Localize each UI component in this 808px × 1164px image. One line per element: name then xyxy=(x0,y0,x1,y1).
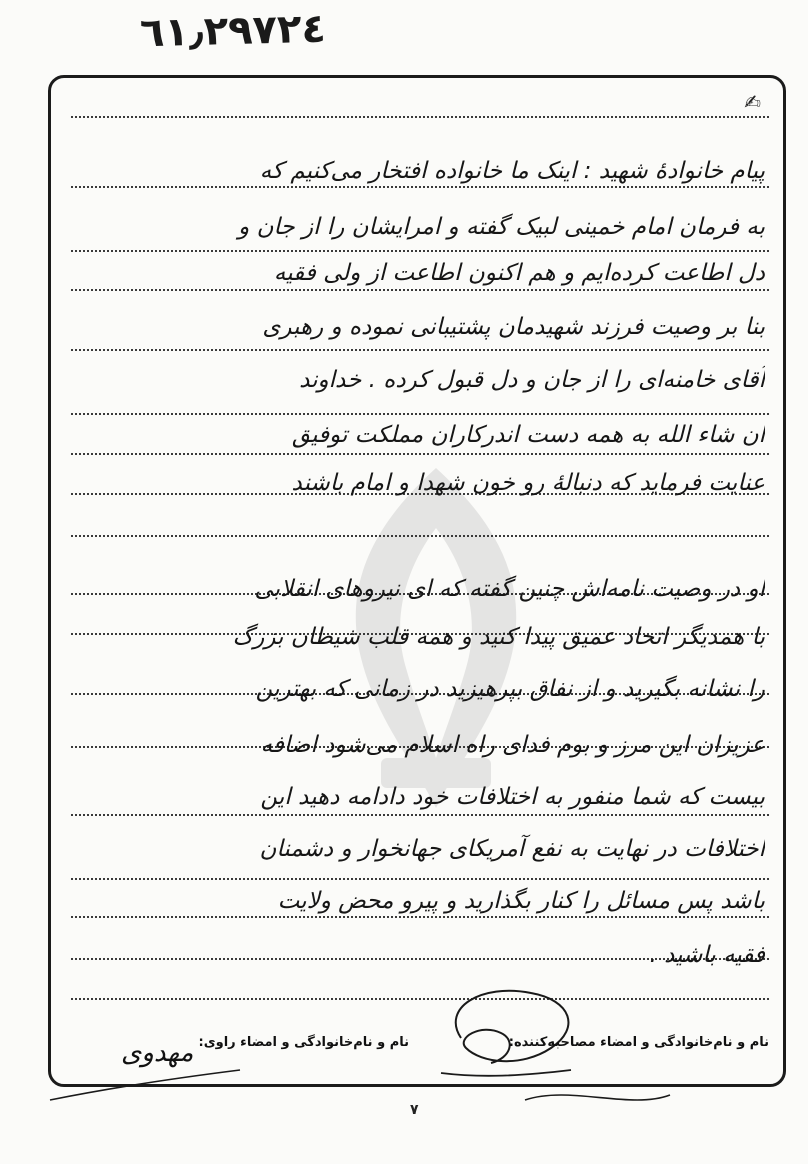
ruled-line xyxy=(71,349,769,351)
letter-line: عنایت فرماید که دنبالهٔ رو خون شهدا و امام باشند xyxy=(291,470,765,496)
signature-flourish xyxy=(40,1060,300,1120)
letter-line: عزیزان این مرز و بوم فدای راه اسلام می‌شود اضافه xyxy=(260,732,765,758)
ruled-line xyxy=(71,413,769,415)
letter-line: پیام خانوادهٔ شهید : اینک ما خانواده افتخار می‌کنیم که xyxy=(259,158,765,184)
letter-line: به فرمان امام خمینی لبیک گفته و امرایشان را از جان و xyxy=(238,214,765,240)
letter-line: دل اطاعت کرده‌ایم و هم اکنون اطاعت از ولی فقیه xyxy=(273,260,765,286)
narrator-signature: مهدوی xyxy=(121,1038,194,1068)
letter-line: او در وصیت نامه‌اش چنین گفته که ای نیروهای انقلابی xyxy=(254,576,765,602)
document-reference-number: ٦١٫٢٩٧٢٤ xyxy=(139,5,327,57)
letter-line xyxy=(67,518,765,556)
letter-line: آقای خامنه‌ای را از جان و دل قبول کرده . خداوند xyxy=(299,367,765,393)
letter-line: باشد پس مسائل را کنار بگذارید و پیرو محض ولایت xyxy=(277,888,765,914)
interviewer-label: نام و نام‌خانوادگی و امضاء مصاحبه‌کننده: xyxy=(508,1035,769,1050)
page-number: ۷ xyxy=(410,1102,419,1118)
narrator-label: نام و نام‌خانوادگی و امضاء راوی: xyxy=(198,1035,409,1050)
corner-check-mark: ✍ xyxy=(744,90,761,114)
letter-line: را نشانه بگیرید و از نفاق بپرهیزید در زمانی که بهترین xyxy=(255,676,765,702)
letter-form xyxy=(48,75,786,1087)
letter-line: اختلافات در نهایت به نفع آمریکای جهانخوار و دشمنان xyxy=(259,836,765,862)
letter-line: بیست که شما منفور به اختلافات خود دادامه دهید این xyxy=(260,784,765,810)
ruled-line xyxy=(71,116,769,118)
letter-line: با همدیگر اتحاد عمیق پیدا کنید و همه قلب شیطان بزرگ xyxy=(232,624,765,650)
ruled-line xyxy=(71,878,769,880)
ruled-line xyxy=(71,998,769,1000)
signature-flourish xyxy=(520,1080,680,1120)
letter-line: ان شاء الله به همه دست اندرکاران مملکت توفیق xyxy=(291,422,765,448)
letter-line: بنا بر وصیت فرزند شهیدمان پشتیبانی نموده و رهبری xyxy=(262,314,765,340)
ruled-line xyxy=(71,250,769,252)
letter-line: فقیه باشید . xyxy=(649,942,765,968)
